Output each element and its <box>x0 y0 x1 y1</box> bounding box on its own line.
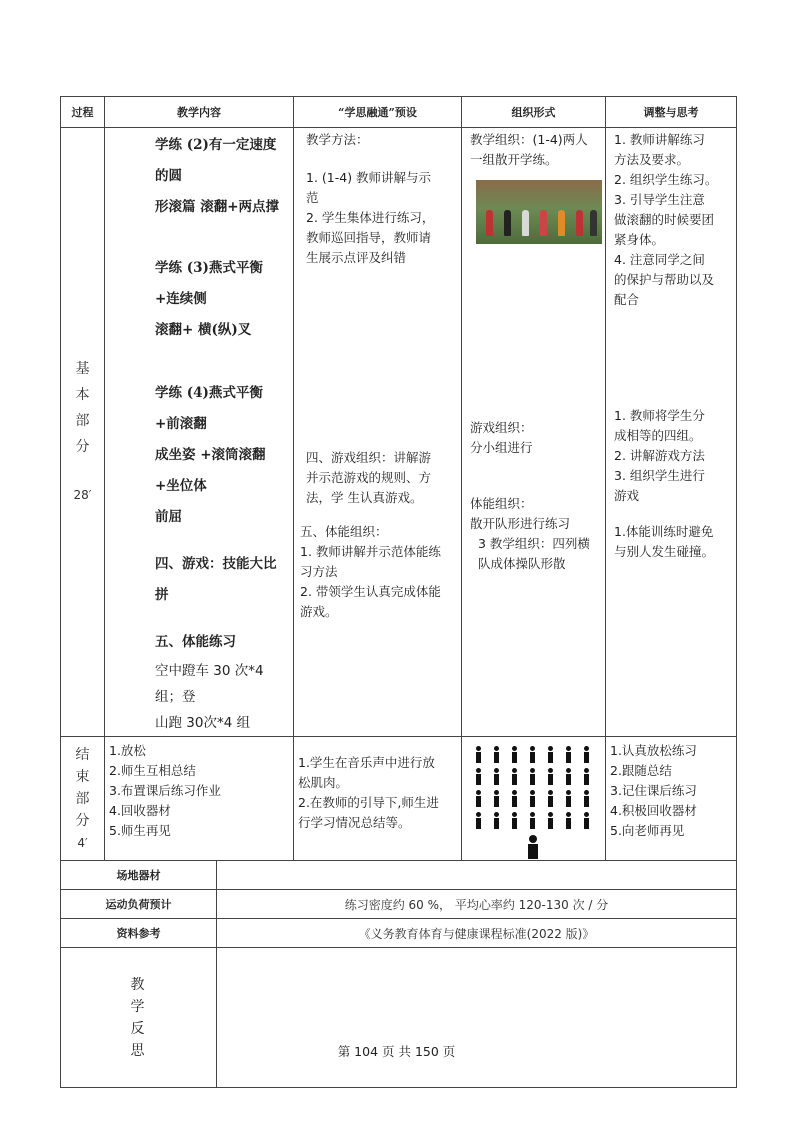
class-practice-photo <box>476 180 602 244</box>
students-formation-icon <box>462 737 605 833</box>
header-organization: 组织形式 <box>462 97 606 128</box>
reference-value: 《义务教育体育与健康课程标准(2022 版)》 <box>217 919 737 948</box>
venue-row <box>61 861 737 890</box>
lesson-plan-sheet <box>60 96 736 1088</box>
teacher-icon <box>526 835 540 859</box>
header-adjustment: 调整与思考 <box>606 97 737 128</box>
header-preset: “学思融通”预设 <box>294 97 462 128</box>
basic-part-row <box>61 128 737 737</box>
load-label: 运动负荷预计 <box>61 890 217 919</box>
basic-method-cell: 教学方法： 1. (1-4) 教师讲解与示 范 2. 学生集体进行练习， 教师巡回指导，教师请 生展示点评及纠错 四、游戏组织：讲解游 并示范游戏的规则、方 法，学 生认真游戏。 五、体能组织： 1. 教师讲解并示范体能练 习方法 2. 带领学生认真完成体能 游戏。 <box>294 128 462 737</box>
ending-adjustment-cell: 1.认真放松练习 2.跟随总结 3.记住课后练习 4.积极回收器材 5.向老师再见 <box>606 737 737 861</box>
basic-organization-cell: 教学组织：(1-4)两人 一组散开学练。 游戏组织： 分小组进行 体能组织： 散开队形进行练习 3 教学组织：四列横 队成体操队形散 <box>462 128 606 737</box>
ending-part-label: 结 束 部 分 4′ <box>61 737 105 861</box>
ending-part-row <box>61 737 737 861</box>
header-row <box>61 97 737 128</box>
basic-adjustment-cell: 1. 教师讲解练习 方法及要求。 2. 组织学生练习。 3. 引导学生注意 做滚翻的时候要团 紧身体。 4. 注意同学之间 的保护与帮助以及 配合 1. 教师将学生分 成相等的四组。 2. 讲解游戏方法 3. 组织学生进行 游戏 1.体能训练时避免 与别人发生碰撞。 <box>606 128 737 737</box>
load-value: 练习密度约 60 %， 平均心率约 120-130 次 / 分 <box>217 890 737 919</box>
venue-label: 场地器材 <box>61 861 217 890</box>
header-content: 教学内容 <box>105 97 294 128</box>
basic-part-time: 28′ <box>73 488 92 502</box>
reference-row <box>61 919 737 948</box>
load-row <box>61 890 737 919</box>
basic-content-cell: 学练 (2)有一定速度的圆 形滚篇 滚翻+两点撑 学练 (3)燕式平衡+连续侧 滚翻+ 横(纵)叉 学练 (4)燕式平衡+前滚翻 成坐姿 +滚筒滚翻+坐位体 前屈 四、游戏：技能大比拼 五、体能练习 空中蹬车 30 次*4组；登 山跑 30次*4 组 <box>105 128 294 737</box>
reflection-row <box>61 948 737 1088</box>
ending-formation-cell <box>462 737 606 861</box>
lesson-plan-table <box>60 96 737 861</box>
game-title: 四、游戏：技能大比拼 <box>155 556 277 603</box>
venue-value <box>217 861 737 890</box>
header-process: 过程 <box>61 97 105 128</box>
page-number: 第 104 页 共 150 页 <box>337 1044 456 1059</box>
basic-part-label: 基 本 部 分 28′ <box>61 128 105 737</box>
reference-label: 资料参考 <box>61 919 217 948</box>
ending-method-cell: 1.学生在音乐声中进行放 松肌肉。 2.在教师的引导下,师生进 行学习情况总结等。 <box>294 737 462 861</box>
ending-part-time: 4′ <box>77 835 88 850</box>
ending-content-cell: 1.放松 2.师生互相总结 3.布置课后练习作业 4.回收器材 5.师生再见 <box>105 737 294 861</box>
fitness-title: 五、体能练习 <box>155 634 236 650</box>
reflection-body <box>217 948 737 1088</box>
reflection-label: 教 学 反 思 <box>61 948 217 1088</box>
